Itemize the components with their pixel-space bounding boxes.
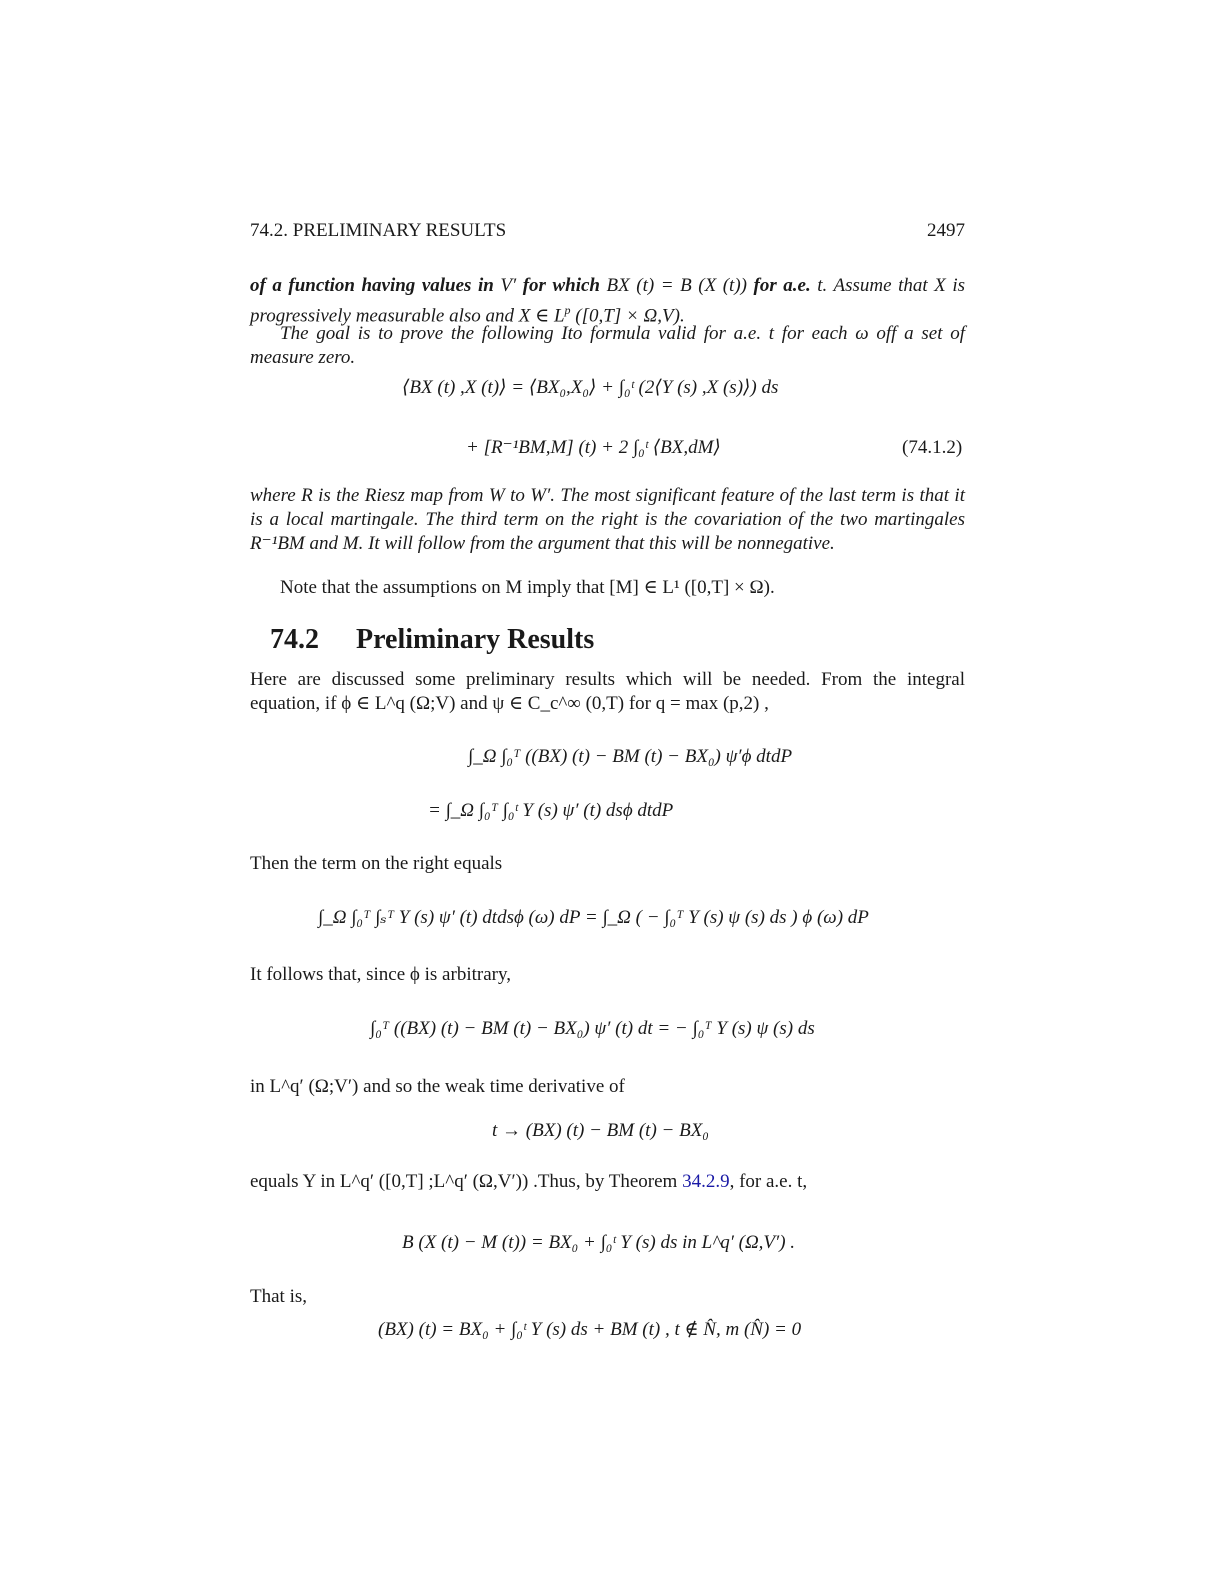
assumption-note: Note that the assumptions on M imply that [M] ∈ L¹ ([0,T] × Ω). <box>280 577 775 598</box>
equation-2-line-2: = ∫_Ω ∫₀ᵀ ∫₀ᵗ Y (s) ψ′ (t) dsϕ dtdP <box>428 800 674 821</box>
equation-number: (74.1.2) <box>902 437 963 458</box>
equation-1-line-2: + [R⁻¹BM,M] (t) + 2 ∫₀ᵗ ⟨BX,dM⟩ <box>466 437 721 458</box>
section-title: Preliminary Results <box>356 624 595 655</box>
section-number: 74.2 <box>270 624 319 655</box>
equation-2-line-1: ∫_Ω ∫₀ᵀ ((BX) (t) − BM (t) − BX₀) ψ′ϕ dtdP <box>468 746 793 767</box>
equation-6: B (X (t) − M (t)) = BX₀ + ∫₀ᵗ Y (s) ds in L^q′ (Ω,V′) . <box>402 1232 796 1253</box>
right-term-text: Then the term on the right equals <box>250 853 503 874</box>
that-is-text: That is, <box>250 1286 307 1307</box>
section-heading <box>270 624 594 656</box>
theorem-reference-text: equals Y in L^q′ ([0,T] ;L^q′ (Ω,V′)) .Thus, by Theorem 34.2.9, for a.e. t, <box>250 1171 808 1192</box>
equation-3: ∫_Ω ∫₀ᵀ ∫ₛᵀ Y (s) ψ′ (t) dtdsϕ (ω) dP = ∫_Ω ( − ∫₀ᵀ Y (s) ψ (s) ds ) ϕ (ω) dP <box>318 907 869 928</box>
theorem-link[interactable]: 34.2.9 <box>682 1171 730 1192</box>
riesz-paragraph: where R is the Riesz map from W to W′. The most significant feature of the last term is that it is a local martingale. The third term on the right is the covariation of the two martingales R⁻¹BM and M. It will follow from the argument that this will be nonnegative. <box>250 485 965 554</box>
page-number: 2497 <box>927 220 965 241</box>
intro-paragraph: Here are discussed some preliminary results which will be needed. From the integral equation, if ϕ ∈ L^q (Ω;V) and ψ ∈ C_c^∞ (0,T) for q = max (p,2) , <box>250 669 965 714</box>
equation-1-line-1: ⟨BX (t) ,X (t)⟩ = ⟨BX₀,X₀⟩ + ∫₀ᵗ (2⟨Y (s) ,X (s)⟩) ds <box>402 377 779 398</box>
equation-7: (BX) (t) = BX₀ + ∫₀ᵗ Y (s) ds + BM (t) , t ∉ N̂, m (N̂) = 0 <box>378 1319 802 1340</box>
theorem-continuation: of a function having values in V′ for which BX (t) = B (X (t)) for a.e. t. Assume that X is progressively measurable also and X ∈ $L^p$ ([0,T] × Ω,V). <box>250 275 965 327</box>
equation-5: t → (BX) (t) − BM (t) − BX₀ <box>492 1120 709 1141</box>
section-label: 74.2. PRELIMINARY RESULTS <box>250 220 507 241</box>
equation-4: ∫₀ᵀ ((BX) (t) − BM (t) − BX₀) ψ′ (t) dt = − ∫₀ᵀ Y (s) ψ (s) ds <box>370 1018 815 1039</box>
goal-paragraph: The goal is to prove the following Ito formula valid for a.e. t for each ω off a set of measure zero. <box>250 323 965 368</box>
weak-derivative-text: in L^q′ (Ω;V′) and so the weak time derivative of <box>250 1076 625 1097</box>
arbitrary-text: It follows that, since ϕ is arbitrary, <box>250 964 511 985</box>
